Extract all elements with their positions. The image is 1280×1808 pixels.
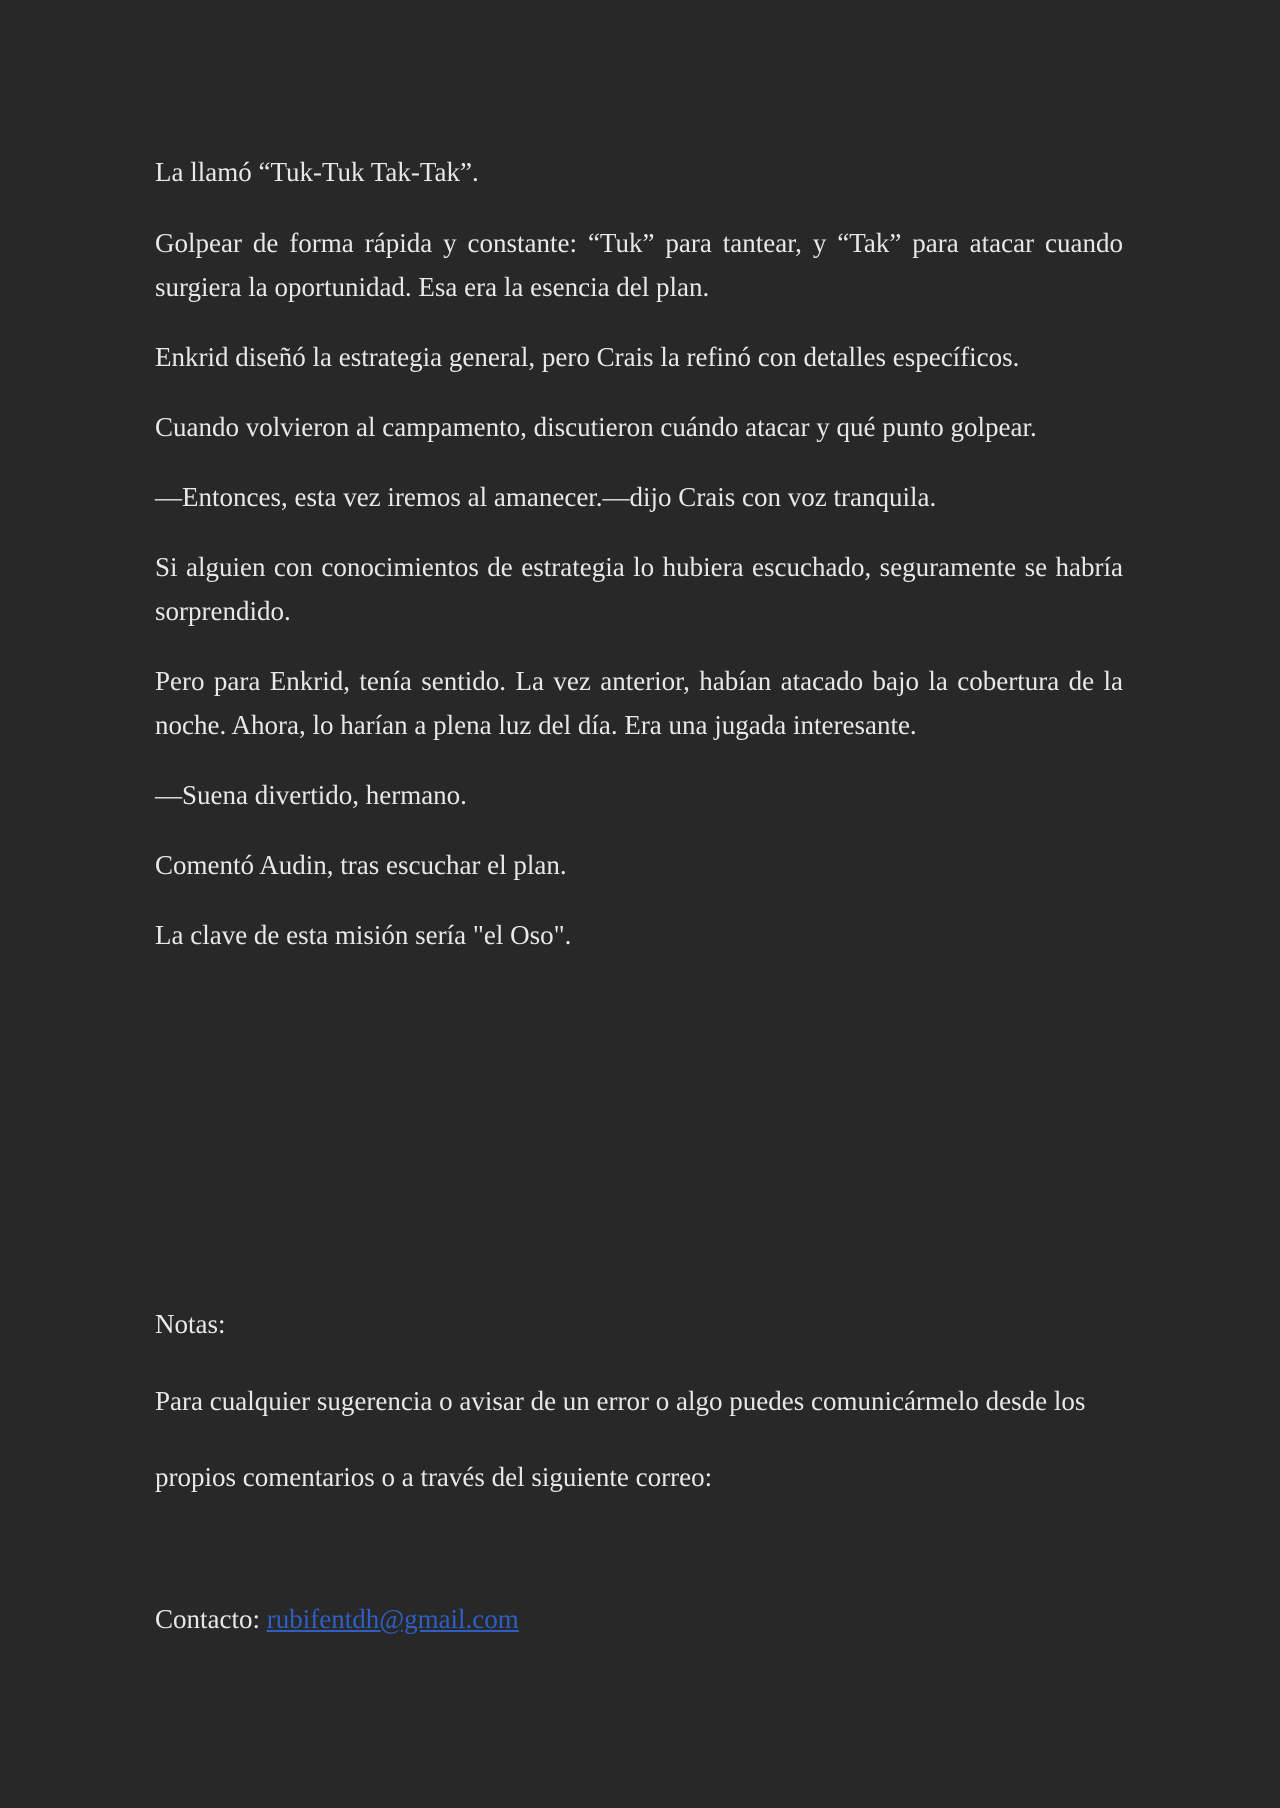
email-link[interactable]: rubifentdh@gmail.com [266, 1604, 519, 1634]
notes-line: propios comentarios o a través del siguiente correo: [155, 1462, 713, 1492]
paragraph: La llamó “Tuk-Tuk Tak-Tak”. [155, 157, 479, 187]
notes-line: Para cualquier sugerencia o avisar de un error o algo puedes comunicármelo desde los [155, 1386, 1086, 1416]
paragraph: Enkrid diseñó la estrategia general, pero Crais la refinó con detalles específicos. [155, 342, 1020, 372]
paragraph: —Entonces, esta vez iremos al amanecer.—dijo Crais con voz tranquila. [155, 482, 937, 512]
paragraph: Comentó Audin, tras escuchar el plan. [155, 850, 567, 880]
contact-label: Contacto: [155, 1604, 260, 1634]
paragraph: Si alguien con conocimientos de estrategia lo hubiera escuchado, seguramente se habría sorprendido. [155, 552, 1123, 626]
paragraph: —Suena divertido, hermano. [155, 780, 467, 810]
paragraph: Golpear de forma rápida y constante: “Tuk” para tantear, y “Tak” para atacar cuando surgiera la oportunidad. Esa era la esencia del plan. [155, 228, 1123, 302]
contact-line [155, 1597, 1123, 1641]
paragraph: Pero para Enkrid, tenía sentido. La vez anterior, habían atacado bajo la cobertura de la noche. Ahora, lo harían a plena luz del día. Era una jugada interesante. [155, 666, 1123, 740]
paragraph: La clave de esta misión sería "el Oso". [155, 920, 572, 950]
paragraph: Cuando volvieron al campamento, discutieron cuándo atacar y qué punto golpear. [155, 412, 1037, 442]
notes-heading: Notas: [155, 1309, 226, 1339]
